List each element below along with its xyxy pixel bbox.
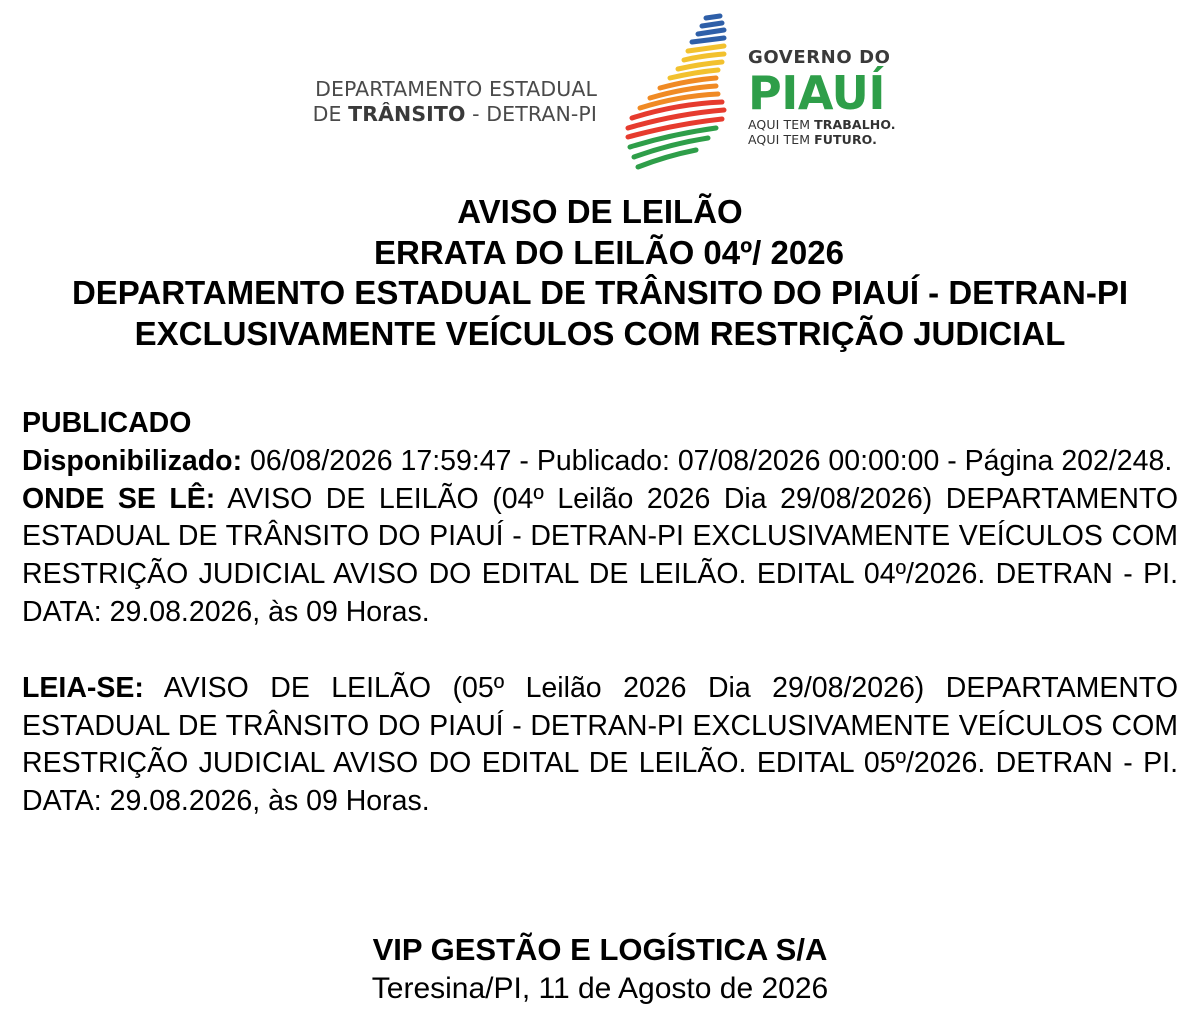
place-date: Teresina/PI, 11 de Agosto de 2026 xyxy=(371,972,829,1005)
disponibilizado-paragraph xyxy=(22,443,1178,481)
leia-se-paragraph xyxy=(22,670,1178,821)
title-errata: ERRATA DO LEILÃO 04º/ 2026 xyxy=(374,233,844,271)
detran-logo-bold: TRÂNSITO xyxy=(348,102,466,126)
paragraph-spacer xyxy=(22,632,1178,670)
notice-body xyxy=(22,405,1178,821)
leia-se-label: LEIA-SE: xyxy=(22,671,144,704)
slogan-line1 xyxy=(748,117,918,132)
onde-se-le-text: AVISO DE LEILÃO (04º Leilão 2026 Dia 29/08/2026) DEPARTAMENTO ESTADUAL DE TRÂNSITO DO PIAUÍ - DETRAN-PI EXCLUSIVAMENTE VEÍCULOS COM RESTRIÇÃO JUDICIAL AVISO DO EDITAL DE LEILÃO. EDITAL 04º/2026. DETRAN - PI. DATA: 29.08.2026, às 09 Horas. xyxy=(22,482,1179,628)
signature-block xyxy=(0,930,1200,1008)
detran-logo-prefix: DE xyxy=(312,102,349,126)
slogan-line2 xyxy=(748,132,918,147)
piaui-wordmark: PIAUÍ xyxy=(748,66,885,120)
governo-do-label: GOVERNO DO xyxy=(748,47,891,68)
disponibilizado-text: 06/08/2026 17:59:47 - Publicado: 07/08/2026 00:00:00 - Página 202/248. xyxy=(242,444,1173,477)
publicado-heading xyxy=(22,405,1178,443)
detran-logo-suffix: - DETRAN-PI xyxy=(465,102,597,126)
onde-se-le-paragraph xyxy=(22,481,1178,632)
detran-logo-line1: DEPARTAMENTO ESTADUAL xyxy=(315,77,597,101)
header xyxy=(0,0,1200,180)
slogan2-prefix: AQUI TEM xyxy=(748,132,815,147)
title-aviso: AVISO DE LEILÃO xyxy=(457,193,743,230)
title-exclusivamente: EXCLUSIVAMENTE VEÍCULOS COM RESTRIÇÃO JUDICIAL xyxy=(134,314,1066,352)
slogan2-bold: FUTURO. xyxy=(814,132,877,147)
title-block xyxy=(0,192,1200,354)
slogan1-bold: TRABALHO. xyxy=(814,117,896,132)
leia-se-text: AVISO DE LEILÃO (05º Leilão 2026 Dia 29/08/2026) DEPARTAMENTO ESTADUAL DE TRÂNSITO DO PIAUÍ - DETRAN-PI EXCLUSIVAMENTE VEÍCULOS COM RESTRIÇÃO JUDICIAL AVISO DO EDITAL DE LEILÃO. EDITAL 05º/2026. DETRAN - PI. DATA: 29.08.2026, às 09 Horas. xyxy=(22,671,1178,818)
slogan1-prefix: AQUI TEM xyxy=(748,117,815,132)
onde-se-le-label: ONDE SE LÊ: xyxy=(22,482,216,515)
disponibilizado-label: Disponibilizado: xyxy=(22,444,243,477)
detran-logo xyxy=(292,77,597,127)
piaui-logo-text xyxy=(748,48,918,147)
detran-logo-line2 xyxy=(292,102,597,127)
publicado-label: PUBLICADO xyxy=(22,407,192,439)
piaui-map-emblem-icon xyxy=(620,10,740,180)
title-department: DEPARTAMENTO ESTADUAL DE TRÂNSITO DO PIAUÍ - DETRAN-PI xyxy=(71,274,1129,311)
company-name: VIP GESTÃO E LOGÍSTICA S/A xyxy=(372,932,828,967)
